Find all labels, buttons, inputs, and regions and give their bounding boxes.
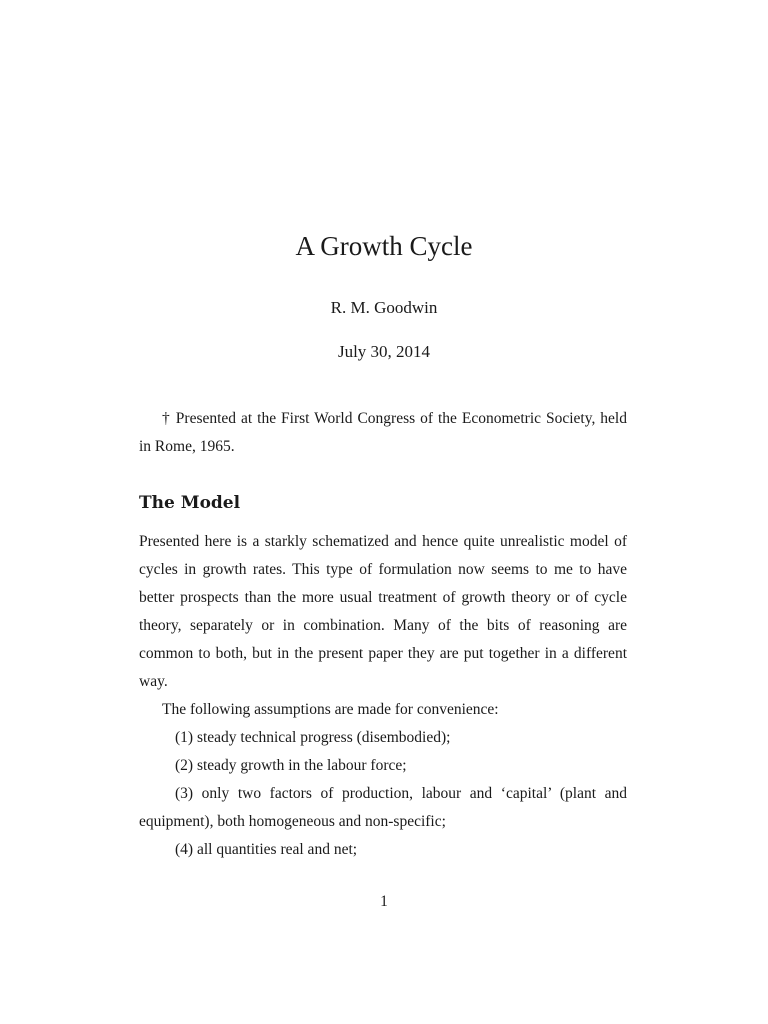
assumption-item: (4) all quantities real and net; bbox=[175, 841, 358, 858]
paper-date: July 30, 2014 bbox=[337, 342, 431, 361]
section-heading: The Model bbox=[139, 493, 241, 513]
paper-title: A Growth Cycle bbox=[295, 231, 473, 261]
paragraph-intro: Presented here is a starkly schematized and hence quite unrealistic model of cycles in growth rates. This type of formulation now seems to me to have better prospects than the more usual treatment of growth theory or of cycle theory, separately or in combination. Many of the bits of reasoning are common to both, but in the present paper they are put together in a different way. bbox=[139, 533, 627, 690]
presentation-note: † Presented at the First World Congress of the Econometric Society, held in Rome, 1965. bbox=[139, 410, 627, 455]
paper-author: R. M. Goodwin bbox=[330, 298, 438, 317]
assumption-item: (3) only two factors of production, labour and ‘capital’ (plant and equipment), both homogeneous and non-specific; bbox=[139, 785, 627, 830]
paragraph-assumptions-lead: The following assumptions are made for convenience: bbox=[162, 701, 499, 718]
assumption-item: (1) steady technical progress (disembodied); bbox=[175, 729, 451, 746]
page-number: 1 bbox=[380, 893, 388, 910]
assumption-item: (2) steady growth in the labour force; bbox=[175, 757, 407, 774]
section-body bbox=[139, 528, 627, 864]
